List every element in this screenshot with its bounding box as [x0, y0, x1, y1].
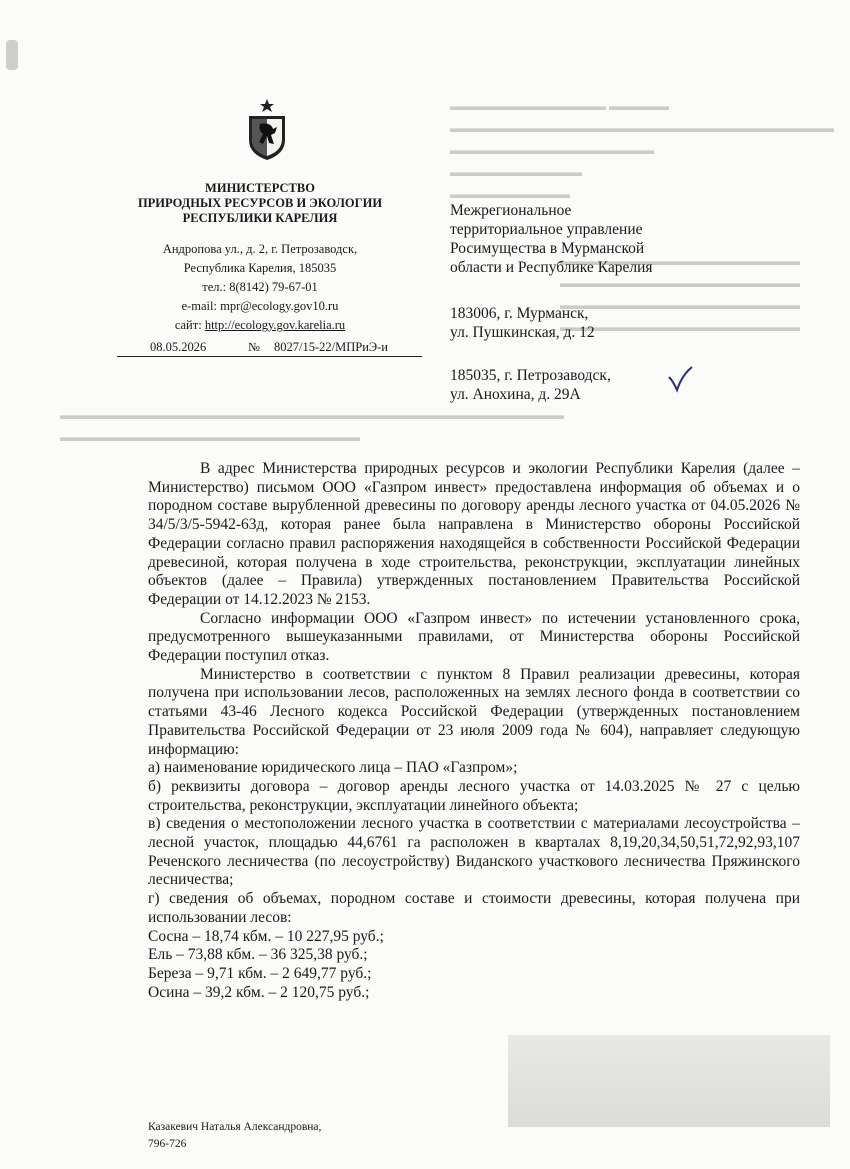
registration-number: 8027/15-22/МПРиЭ-и [274, 340, 388, 354]
ministry-site [100, 317, 420, 333]
paragraph-3: Министерство в соответствии с пунктом 8 Правил реализации древесины, которая получена при использовании лесов, расположенных на землях лесного фонда в соответствии со статьями 43-46 Лесного кодекса Российской Федерации (утвержденных постановлением Правительства Российской Федерации от 23 июля 2009 года № 604), направляет следующую информацию: [148, 665, 800, 758]
registration-date: 08.05.2026 [150, 340, 207, 354]
ministry-phone: тел.: 8(8142) 79-67-01 [202, 280, 318, 294]
coat-of-arms-icon [244, 98, 290, 162]
site-link[interactable]: http://ecology.gov.karelia.ru [204, 318, 346, 332]
item-d: г) сведения об объемах, породном составе и стоимости древесины, которая получена при использовании лесов: [148, 890, 800, 926]
species-item: Сосна – 18,74 кбм. – 10 227,95 руб.; [148, 927, 384, 945]
recipient-line: территориальное управление [450, 221, 643, 238]
item-c: в) сведения о местоположении лесного участка в соответствии с материалами лесоустройства – лесной участок, площадью 44,6761 га расположен в кварталах 8,19,20,34,50,51,72,92,93,107 Реченского лесничества (по лесоустройству) Виданского участкового лесничества Пряжинского лесничества; [148, 815, 800, 889]
item-b: б) реквизиты договора – договор аренды лесного участка от 14.03.2025 № 27 с целью строительства, реконструкции, эксплуатации линейного объекта; [148, 777, 800, 814]
recipient-line: Росимущества в Мурманской [450, 240, 645, 257]
registration-number-label: № [248, 340, 260, 354]
paragraph-1: В адрес Министерства природных ресурсов и экологии Республики Карелия (далее – Министерство) письмом ООО «Газпром инвест» предоставлена информация об объемах и о породном составе вырубленной древесины по договору аренды лесного участка от 04.05.2026 № 34/5/3/5-5942-63д, которая ранее была направлена в Министерство обороны Российской Федерации согласно правил распоряжения находящейся в собственности Российской Федерации древесиной, которая получена в ходе строительства, реконструкции, эксплуатации линейных объектов (далее – Правила) утвержденных постановлением Правительства Российской Федерации от 14.12.2023 № 2153. [148, 460, 800, 608]
checkmark-icon [667, 365, 693, 393]
recipient-block [450, 201, 653, 277]
paragraph-2: Согласно информации ООО «Газпром инвест» по истечении установленного срока, предусмотренного вышеуказанными правилами, от Министерства обороны Российской Федерации поступил отказ. [148, 609, 800, 665]
ministry-email: e-mail: mpr@ecology.gov10.ru [181, 299, 339, 313]
ministry-address-1: Андропова ул., д. 2, г. Петрозаводск, [162, 242, 358, 256]
recipient-line: Межрегиональное [450, 202, 572, 219]
site-label: сайт: [174, 318, 202, 332]
recipient-line: области и Республике Карелия [450, 259, 653, 276]
address-line: ул. Анохина, д. 29А [450, 386, 581, 403]
species-item: Береза – 9,71 кбм. – 2 649,77 руб.; [148, 964, 372, 982]
registration-underline [117, 356, 422, 357]
address-line: 185035, г. Петрозаводск, [450, 367, 611, 384]
letter-body [148, 460, 800, 1002]
ministry-address-2: Республика Карелия, 185035 [183, 261, 337, 275]
executor-phone: 796-726 [148, 1138, 187, 1150]
address-line: 183006, г. Мурманск, [450, 305, 589, 322]
species-item: Ель – 73,88 кбм. – 36 325,38 руб.; [148, 946, 368, 964]
address-line: ул. Пушкинская, д. 12 [450, 324, 595, 341]
item-a: а) наименование юридического лица – ПАО «Газпром»; [148, 759, 518, 777]
recipient-address-petrozavodsk [450, 366, 611, 404]
executor-name: Казакевич Наталья Александровна, [148, 1121, 322, 1133]
executor-info [148, 1119, 321, 1153]
scan-mark [6, 40, 18, 70]
species-item: Осина – 39,2 кбм. – 2 120,75 руб.; [148, 983, 370, 1001]
ministry-name-line-1: МИНИСТЕРСТВО [205, 181, 315, 195]
ministry-name-line-3: РЕСПУБЛИКИ КАРЕЛИЯ [182, 211, 338, 225]
registration-stamp [508, 1035, 830, 1127]
ministry-name-line-2: ПРИРОДНЫХ РЕСУРСОВ И ЭКОЛОГИИ [137, 196, 383, 210]
recipient-address-murmansk [450, 304, 595, 342]
